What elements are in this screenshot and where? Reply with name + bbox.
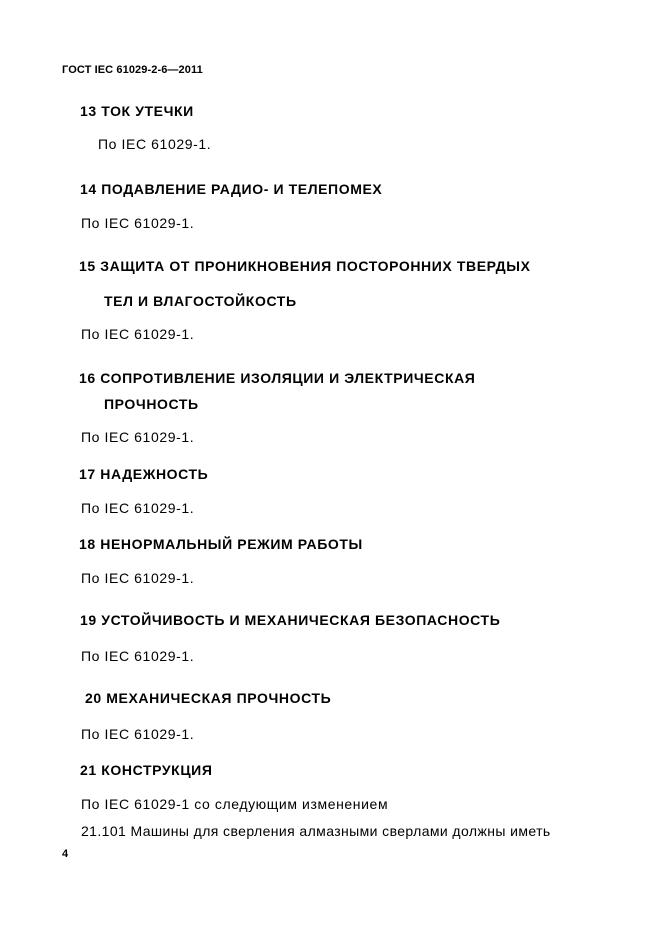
section-17-heading: 17 НАДЕЖНОСТЬ (79, 466, 209, 482)
section-19-heading: 19 УСТОЙЧИВОСТЬ И МЕХАНИЧЕСКАЯ БЕЗОПАСНОСТЬ (80, 612, 501, 628)
section-16-heading-continued: ПРОЧНОСТЬ (104, 396, 199, 412)
section-14-heading: 14 ПОДАВЛЕНИЕ РАДИО- И ТЕЛЕПОМЕХ (80, 181, 383, 197)
section-13-heading: 13 ТОК УТЕЧКИ (80, 103, 194, 119)
section-16-heading: 16 СОПРОТИВЛЕНИЕ ИЗОЛЯЦИИ И ЭЛЕКТРИЧЕСКАЯ (79, 370, 476, 386)
page-number: 4 (62, 848, 69, 860)
subclause-21-101-text: 21.101 Машины для сверления алмазными сверлами должны иметь (81, 823, 551, 839)
section-20-heading: 20 МЕХАНИЧЕСКАЯ ПРОЧНОСТЬ (85, 690, 332, 706)
section-16-text: По IEC 61029-1. (81, 429, 195, 445)
document-id-header: ГОСТ IEC 61029-2-6—2011 (62, 64, 203, 76)
section-15-heading-continued: ТЕЛ И ВЛАГОСТОЙКОСТЬ (104, 293, 297, 309)
section-20-text: По IEC 61029-1. (81, 726, 195, 742)
section-21-heading: 21 КОНСТРУКЦИЯ (80, 762, 213, 778)
section-17-text: По IEC 61029-1. (81, 500, 195, 516)
section-15-heading: 15 ЗАЩИТА ОТ ПРОНИКНОВЕНИЯ ПОСТОРОННИХ ТВЕРДЫХ (79, 258, 531, 274)
section-19-text: По IEC 61029-1. (81, 648, 195, 664)
section-14-text: По IEC 61029-1. (81, 215, 195, 231)
section-13-text: По IEC 61029-1. (98, 136, 212, 152)
section-18-text: По IEC 61029-1. (81, 570, 195, 586)
section-15-text: По IEC 61029-1. (81, 326, 195, 342)
section-21-text: По IEC 61029-1 со следующим изменением (81, 796, 389, 812)
section-18-heading: 18 НЕНОРМАЛЬНЫЙ РЕЖИМ РАБОТЫ (79, 536, 363, 552)
